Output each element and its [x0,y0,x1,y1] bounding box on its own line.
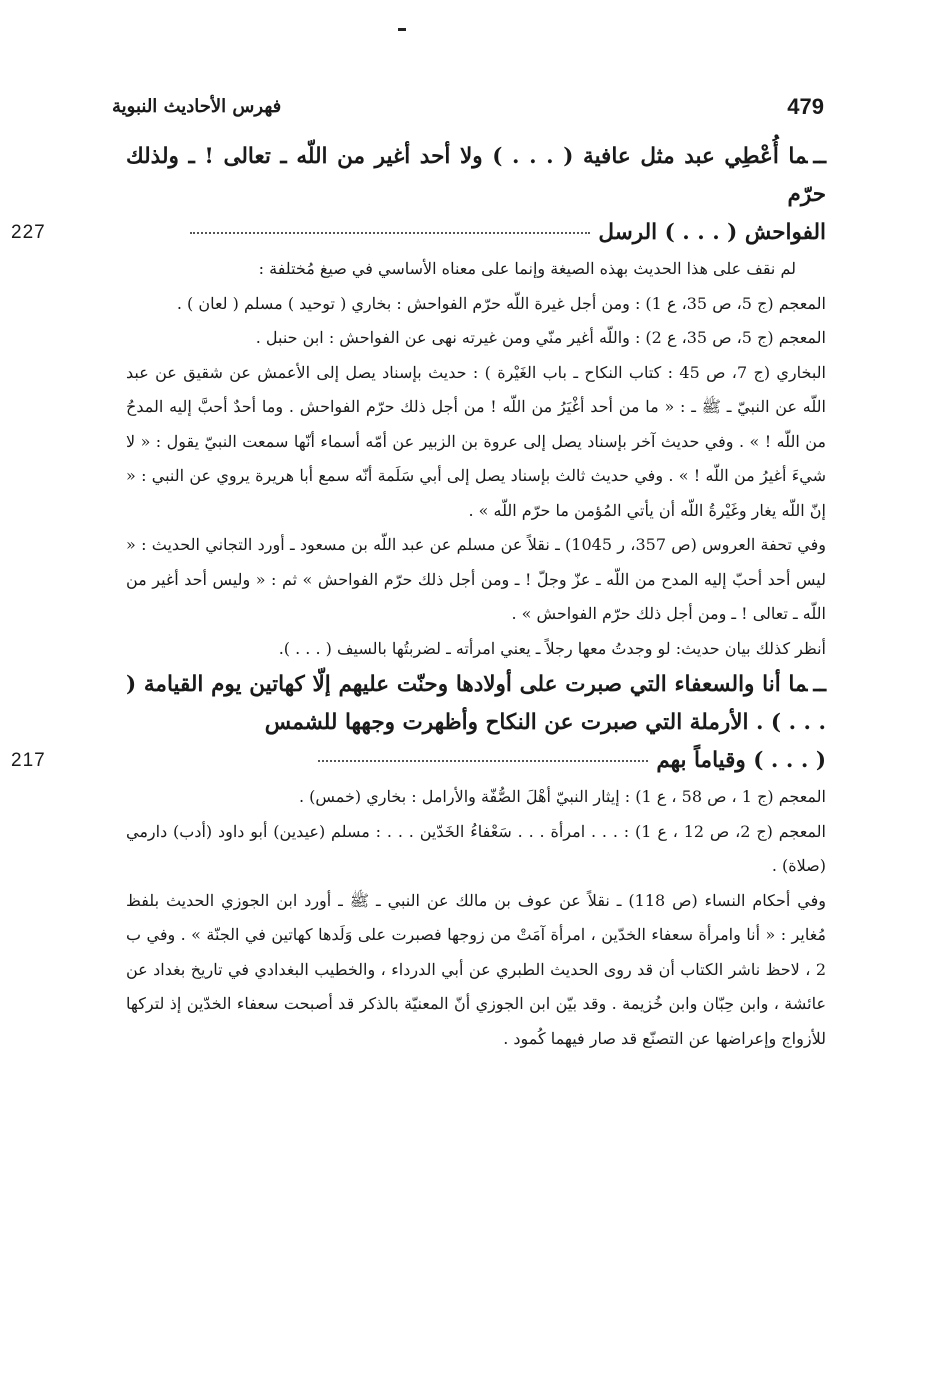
commentary-paragraph: المعجم (ج 5، ص 35، ع 2) : واللّه أغير منّي ومن غيرته نهى عن الفواحش : ابن حنبل . [255,328,826,347]
hadith-text-end [11,214,826,252]
hadith-line: ما أنا والسعفاء التي صبرت على أولادها وحنّت عليهم إلّا كهاتين يوم القيامة ( . . . ) . الأرملة التي صبرت عن النكاح وأظهرت وجهها للشمس [126,672,826,735]
hadith-line: ما أُعْطِي عبد مثل عافية ( . . . ) ولا أحد أغير من اللّه ـ تعالى ! ـ ولذلك حرّم [126,144,826,207]
hadith-text-end [11,742,826,780]
hadith-text [126,138,826,214]
reference-number: 227 [11,222,46,243]
dot-leader [318,760,648,762]
commentary-paragraph: المعجم (ج 2، ص 12 ، ع 1) : . . . امرأة . . . سَعْفاءُ الخَدّين . . . : مسلم (عيدين) أبو داود (أدب) دارمي (صلاة) . [126,821,826,875]
hadith-entry [11,138,827,666]
dot-leader [190,232,590,234]
page-mark [398,28,406,31]
hadith-text [126,666,826,742]
entry-dash: ــ [813,672,826,697]
hadith-line: الفواحش ( . . . ) الرسل [598,220,826,245]
page-content [11,138,827,1056]
running-title: فهرس الأحاديث النبوية [112,96,282,117]
reference-number: 217 [11,750,46,771]
commentary-paragraph: البخاري (ج 7، ص 45 : كتاب النكاح ـ باب الغَيْرة ) : حديث بإسناد يصل إلى الأعمش عن شقيق عن عبد اللّه عن النبيّ ـ ﷺ ـ : « ما من أحد أغْيَرُ من اللّه ! من أجل ذلك حرّم الفواحش . وما أحدٌ أحبَّ إليه المدحُ من اللّه ! » . وفي حديث آخر بإسناد يصل إلى عروة بن الزبير عن أمّه أسماء أنّها سمعت النبيّ يقول : « لا شيءَ أغيرُ من اللّه ! » . وفي حديث ثالث بإسناد يصل إلى أبي سَلَمة أنّه سمع أبا هريرة يروي عن النبي : « إنّ اللّه يغار وغَيْرةُ اللّه أن يأتي المُؤمن ما حرّم اللّه » . [126,362,827,520]
page-number: 479 [787,94,824,119]
commentary-paragraph: وفي أحكام النساء (ص 118) ـ نقلاً عن عوف بن مالك عن النبي ـ ﷺ ـ أورد ابن الجوزي الحديث بلفظ مُغاير : « أنا وامرأة سعفاء الخدّين ، امرأة آمَتْ من زوجها فصبرت على وَلَدها كهاتين في الجنّة » . وفي ب 2 ، لاحظ ناشر الكتاب أن قد روى الحديث الطبري عن أبي الدرداء ، والخطيب البغدادي في تاريخ بغداد عن عائشة ، وابن حِبّان وابن خُزيمة . وقد بيّن ابن الجوزي أنّ المعنيّة بالذكر قد أصبحت سعفاء الخدّين إذ لتركها للأزواج وإعراضها عن التصنّع قد صار فيهما كُمود . [126,890,826,1048]
commentary-paragraph: المعجم (ج 1 ، ص 58 ، ع 1) : إيثار النبيّ أهْلَ الصُّفّة والأرامل : بخاري (خمس) . [298,787,826,806]
hadith-line: ( . . . ) وقياماً بهم [656,748,826,773]
commentary-paragraph: أنظر كذلك بيان حديث: لو وجدتُ معها رجلاً ـ يعني امرأته ـ لضربتُها بالسيف ( . . . ). [278,638,826,658]
commentary-paragraph: وفي تحفة العروس (ص 357، ر 1045) ـ نقلاً عن مسلم عن عبد اللّه بن مسعود ـ أورد التجاني الحديث : « ليس أحد أحبّ إليه المدح من اللّه ـ عزّ وجلّ ! ـ ومن أجل ذلك حرّم الفواحش » ثم : « وليس أحد أغير من اللّه ـ تعالى ! ـ ومن أجل ذلك حرّم الفواحش » . [126,535,826,623]
commentary-paragraph: لم نقف على هذا الحديث بهذه الصيغة وإنما على معناه الأساسي في صيغ مُختلفة : [258,259,796,278]
hadith-entry [11,666,826,1056]
entry-dash: ــ [813,144,826,169]
commentary-paragraph: المعجم (ج 5، ص 35، ع 1) : ومن أجل غيرة اللّه حرّم الفواحش : بخاري ( توحيد ) مسلم ( لعان ) . [176,293,826,313]
page-header [112,94,824,124]
